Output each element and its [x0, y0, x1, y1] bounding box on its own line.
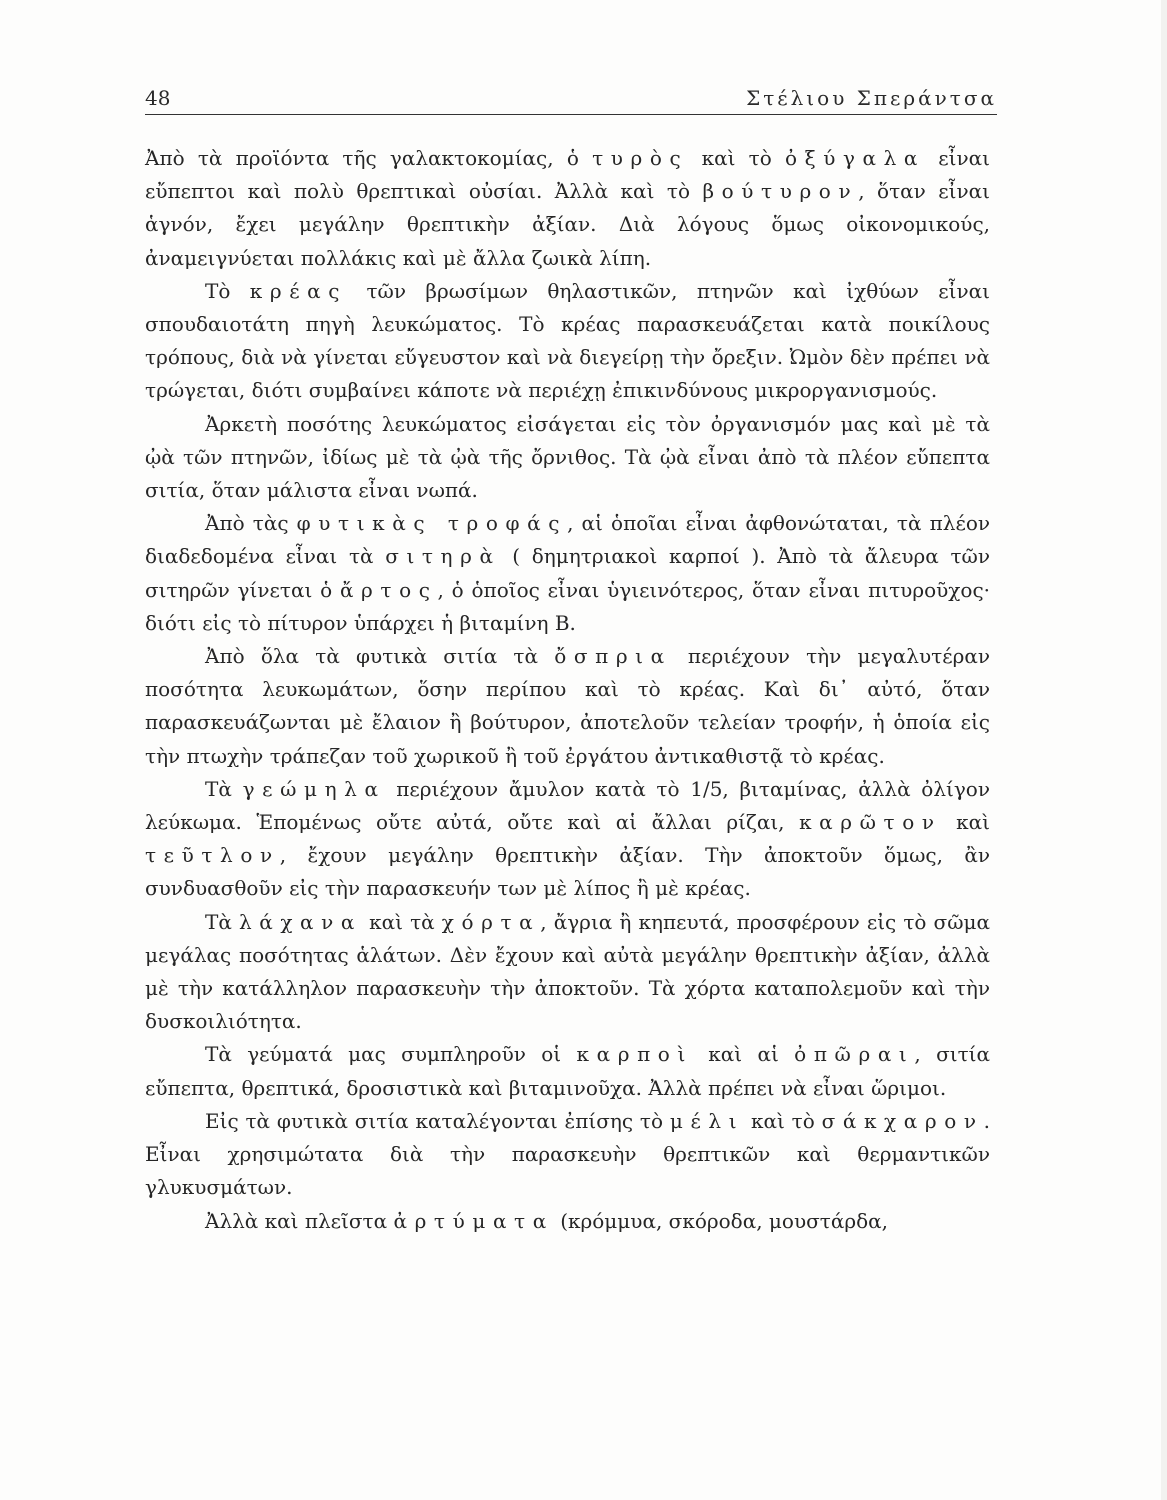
emphasized-term: βούτυρον — [702, 179, 859, 204]
paragraph — [145, 408, 990, 508]
text-run: . Εἶναι χρησιμώτατα διὰ τὴν παρασκευὴν θρεπτικῶν καὶ θερμαντικῶν γλυκυσμάτων. — [145, 1108, 990, 1200]
text-run: καὶ τὸ — [744, 1108, 822, 1133]
emphasized-term: γεώμηλα — [242, 776, 386, 801]
text-run: , ἔχουν μεγάλην θρεπτικὴν ἀξίαν. Τὴν ἀποκτοῦν ὅμως, ἂν συνδυασθοῦν εἰς τὴν παρασκευήν των μὲ λίπος ἢ μὲ κρέας. — [145, 843, 990, 901]
emphasized-term: ἀρτύματα — [393, 1208, 554, 1233]
emphasized-term: χόρτα — [441, 909, 541, 934]
paragraph — [145, 507, 990, 640]
text-run: καὶ αἱ — [692, 1042, 795, 1067]
emphasized-term: λάχανα — [238, 909, 363, 934]
text-run: Τὸ — [205, 278, 250, 303]
emphasized-term: τεῦτλον — [145, 843, 280, 868]
page-edge — [1161, 0, 1167, 1500]
text-run: Τὰ γεύματά μας συμπληροῦν οἱ — [205, 1042, 577, 1067]
text-run: , ἄγρια ἢ κηπευτά, προσφέρουν εἰς τὸ σῶμα μεγάλας ποσότητας ἁλάτων. Δὲν ἔχουν καὶ αὐτὰ μεγάλην θρεπτικὴν ἀξίαν, ἀλλὰ μὲ τὴν κατάλληλον παρασκευὴν τὴν ἀποκτοῦν. Τὰ χόρτα καταπολεμοῦν καὶ τὴν δυσκοιλιότητα. — [145, 909, 991, 1034]
emphasized-term: ἄρτος — [339, 577, 438, 602]
emphasized-term: μέλι — [669, 1108, 745, 1133]
emphasized-term: κρέας — [249, 278, 348, 303]
text-run: Ἀπὸ ὅλα τὰ φυτικὰ σιτία τὰ — [205, 644, 555, 669]
running-title: Στέλιου Σπεράντσα — [746, 86, 997, 110]
emphasized-term: φυτικὰς τροφάς — [296, 511, 568, 536]
running-header — [145, 78, 997, 115]
text-run: Ἀπὸ τὰς — [205, 511, 297, 536]
text-run: περιέχουν ἄμυλον κατὰ τὸ 1/5, βιταμίνας, ἀλλὰ ὀλίγον λεύκωμα. Ἑπομένως οὔτε αὐτά, οὔτε καὶ αἱ ἄλλαι ρίζαι, — [145, 776, 991, 835]
emphasized-term: τυρὸς — [592, 146, 689, 170]
text-run: καὶ — [941, 810, 990, 835]
text-run: ( δημητριακοὶ καρποί ). Ἀπὸ τὰ ἄλευρα τῶν σιτηρῶν γίνεται ὁ — [145, 544, 990, 602]
emphasized-term: ὀξύγαλα — [784, 146, 926, 170]
paragraph — [145, 142, 990, 275]
paragraph — [145, 275, 990, 408]
text-run: , ὁ ὁποῖος εἶναι ὑγιεινότερος, ὅταν εἶναι πιτυροῦχος· διότι εἰς τὸ πίτυρον ὑπάρχει ἡ βιταμίνη Β. — [145, 577, 991, 635]
text-run: περιέχουν τὴν μεγαλυτέραν ποσότητα λευκωμάτων, ὅσην περίπου καὶ τὸ κρέας. Καὶ δι᾽ αὐτό, ὅταν παρασκευάζωνται μὲ ἔλαιον ἢ βούτυρον, ἀποτελοῦν τελείαν τροφήν, ἡ ὁποία εἰς τὴν πτωχὴν τράπεζαν τοῦ χωρικοῦ ἢ τοῦ ἐργάτου ἀντικαθιστᾷ τὸ κρέας. — [145, 644, 990, 768]
text-run: Τὰ — [205, 909, 239, 934]
emphasized-term: ὄσπρια — [554, 644, 672, 669]
text-run: Ἀπὸ τὰ προϊόντα τῆς γαλακτοκομίας, ὁ — [145, 146, 593, 170]
emphasized-term: καρῶτον — [799, 810, 942, 835]
paragraph — [145, 1205, 990, 1238]
paragraph — [145, 640, 990, 773]
emphasized-term: καρποὶ — [576, 1042, 693, 1067]
paragraph — [145, 1038, 990, 1104]
text-run: Εἰς τὰ φυτικὰ σιτία καταλέγονται ἐπίσης τὸ — [205, 1108, 670, 1133]
text-run: , ὅταν εἶναι ἁγνόν, ἔχει μεγάλην θρεπτικὴν ἀξίαν. Διὰ λόγους ὅμως οἰκονομικούς, ἀναμειγνύεται πολλάκις καὶ μὲ ἄλλα ζωικὰ λίπη. — [145, 179, 990, 270]
text-run: (κρόμμυα, σκόροδα, μουστάρδα, — [553, 1208, 889, 1233]
text-run: καὶ τὰ — [362, 909, 442, 934]
text-run: καὶ τὸ — [688, 146, 785, 170]
page-number: 48 — [145, 86, 171, 110]
paragraph — [145, 1105, 990, 1205]
text-run: , σιτία εὔπεπτα, θρεπτικά, δροσιστικὰ καὶ βιταμινοῦχα. Ἀλλὰ πρέπει νὰ εἶναι ὥριμοι. — [145, 1042, 990, 1100]
text-run: Ἀλλὰ καὶ πλεῖστα — [205, 1208, 394, 1233]
emphasized-term: σάκχαρον — [821, 1108, 984, 1133]
paragraph — [145, 906, 990, 1039]
emphasized-term: σιτηρὰ — [385, 544, 501, 569]
body-text — [145, 142, 990, 1238]
text-run: Ἀρκετὴ ποσότης λευκώματος εἰσάγεται εἰς τὸν ὀργανισμόν μας καὶ μὲ τὰ ᾠὰ τῶν πτηνῶν, ἰδίως μὲ τὰ ᾠὰ τῆς ὄρνιθος. Τὰ ᾠὰ εἶναι ἀπὸ τὰ πλέον εὔπεπτα σιτία, ὅταν μάλιστα εἶναι νωπά. — [145, 411, 990, 503]
emphasized-term: ὀπῶραι — [794, 1042, 915, 1067]
text-run: εἶναι εὔπεπτοι καὶ πολὺ θρεπτικαὶ οὐσίαι. Ἀλλὰ καὶ τὸ — [145, 146, 990, 204]
text-run: Τὰ — [205, 776, 243, 801]
paragraph — [145, 773, 990, 906]
text-run: τῶν βρωσίμων θηλαστικῶν, πτηνῶν καὶ ἰχθύων εἶναι σπουδαιοτάτη πηγὴ λευκώματος. Τὸ κρέας παρασκευάζεται κατὰ ποικίλους τρόπους, διὰ νὰ γίνεται εὔγευστον καὶ νὰ διεγείρῃ τὴν ὄρεξιν. Ὠμὸν δὲν πρέπει νὰ τρώγεται, διότι συμβαίνει κάποτε νὰ περιέχῃ ἐπικινδύνους μικροργανισμούς. — [145, 278, 990, 403]
text-run: , αἱ ὁποῖαι εἶναι ἀφθονώταται, τὰ πλέον διαδεδομένα εἶναι τὰ — [145, 511, 991, 569]
